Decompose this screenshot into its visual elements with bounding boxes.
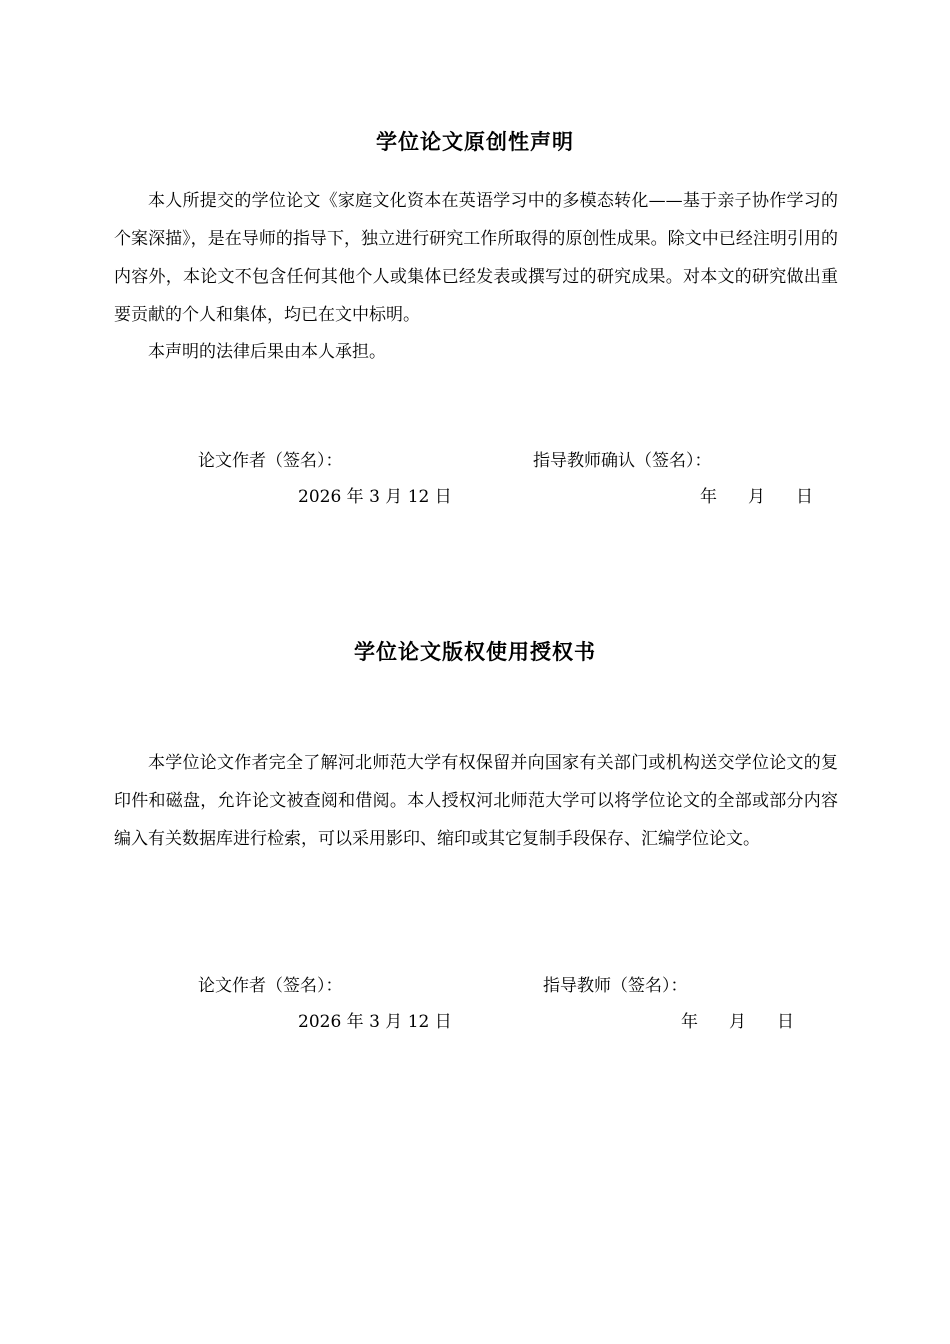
- authorization-title: 学位论文版权使用授权书: [354, 640, 596, 664]
- authorization-advisor-day: 日: [777, 1012, 794, 1032]
- declaration-advisor-year: 年: [700, 487, 717, 507]
- declaration-advisor-day: 日: [796, 487, 813, 507]
- authorization-advisor-month: 月: [729, 1012, 746, 1032]
- authorization-advisor-signature-label: 指导教师（签名）：: [543, 976, 688, 996]
- declaration-author-signature-label: 论文作者（签名）：: [198, 451, 343, 471]
- authorization-author-signature-label: 论文作者（签名）：: [198, 976, 343, 996]
- authorization-author-date: 2026 年 3 月 12 日: [298, 1012, 452, 1032]
- declaration-title: 学位论文原创性声明: [376, 130, 574, 154]
- declaration-paragraph-1: 本人所提交的学位论文《家庭文化资本在英语学习中的多模态转化——基于亲子协作学习的个案深描》，是在导师的指导下，独立进行研究工作所取得的原创性成果。除文中已经注明引用的内容外，本论文不包含任何其他个人或集体已经发表或撰写过的研究成果。对本文的研究做出重要贡献的个人和集体，均已在文中标明。: [114, 191, 838, 325]
- authorization-advisor-year: 年: [681, 1012, 698, 1032]
- declaration-advisor-month: 月: [748, 487, 765, 507]
- authorization-advisor-date: [681, 1007, 794, 1032]
- declaration-paragraph-2: 本声明的法律后果由本人承担。: [148, 342, 386, 362]
- declaration-advisor-signature-label: 指导教师确认（签名）：: [533, 451, 712, 471]
- declaration-author-date: 2026 年 3 月 12 日: [298, 487, 452, 507]
- declaration-advisor-date: [700, 482, 813, 507]
- authorization-paragraph-1: 本学位论文作者完全了解河北师范大学有权保留并向国家有关部门或机构送交学位论文的复印件和磁盘，允许论文被查阅和借阅。本人授权河北师范大学可以将学位论文的全部或部分内容编入有关数据库进行检索，可以采用影印、缩印或其它复制手段保存、汇编学位论文。: [114, 753, 838, 849]
